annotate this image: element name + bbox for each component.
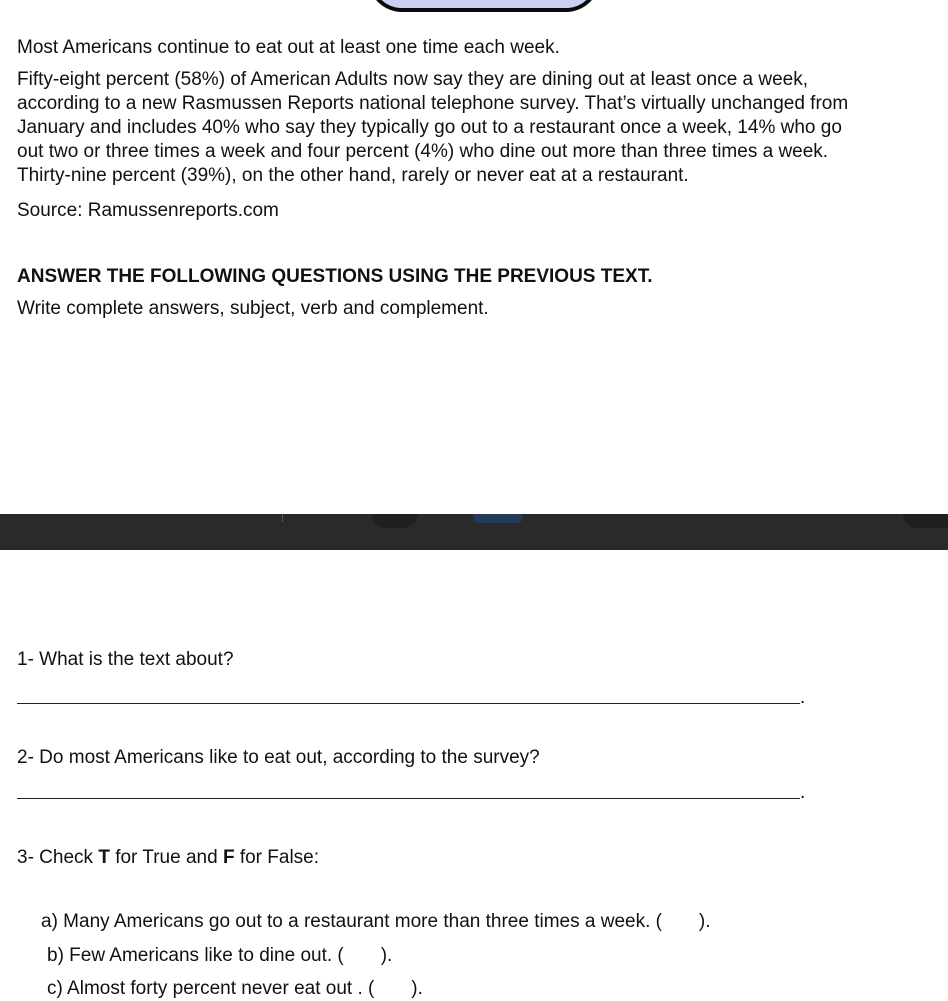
- survey-paragraph: Fifty-eight percent (58%) of American Adults now say they are dining out at least once a week, according to a new Rasmussen Reports national telephone survey. That’s virtually unchanged from January and includes 40% who say they typically go out to a restaurant once a week, 14% who go out two or three times a week and four percent (4%) who dine out more than three times a week. Thirty-nine percent (39%), on the other hand, rarely or never eat at a restaurant.: [17, 69, 849, 186]
- answer-line-2-period: .: [800, 782, 806, 803]
- question-2: 2- Do most Americans like to eat out, according to the survey?: [17, 747, 540, 768]
- q3-mid: for True and: [109, 847, 223, 868]
- question-3: [17, 846, 942, 870]
- answer-line-2[interactable]: [17, 798, 800, 799]
- answer-line-1[interactable]: [17, 703, 800, 704]
- statement-a[interactable]: a) Many Americans go out to a restaurant more than three times a week. ( ).: [41, 911, 711, 932]
- bar-tick-mark: [282, 514, 283, 522]
- answer-line-1-period: .: [800, 687, 806, 708]
- page-divider-bar: [0, 514, 948, 550]
- q3-prefix: 3- Check: [17, 847, 99, 868]
- intro-line: Most Americans continue to eat out at least one time each week.: [17, 37, 560, 58]
- source-line: Source: Ramussenreports.com: [17, 200, 279, 221]
- instructions-subtext: Write complete answers, subject, verb and complement.: [17, 298, 489, 319]
- statement-b[interactable]: b) Few Americans like to dine out. ( ).: [47, 945, 393, 966]
- bar-shape-center: [474, 514, 522, 523]
- statement-c[interactable]: c) Almost forty percent never eat out . ( ).: [47, 978, 423, 999]
- top-illustration-fragment: [368, 0, 600, 12]
- question-1: 1- What is the text about?: [17, 649, 234, 670]
- q3-false-letter: F: [222, 847, 235, 868]
- instructions-heading: ANSWER THE FOLLOWING QUESTIONS USING THE PREVIOUS TEXT.: [17, 266, 653, 287]
- q3-true-letter: T: [98, 847, 110, 868]
- bar-shape-right: [903, 514, 948, 528]
- bar-shape-left: [372, 514, 418, 528]
- q3-suffix: for False:: [234, 847, 320, 868]
